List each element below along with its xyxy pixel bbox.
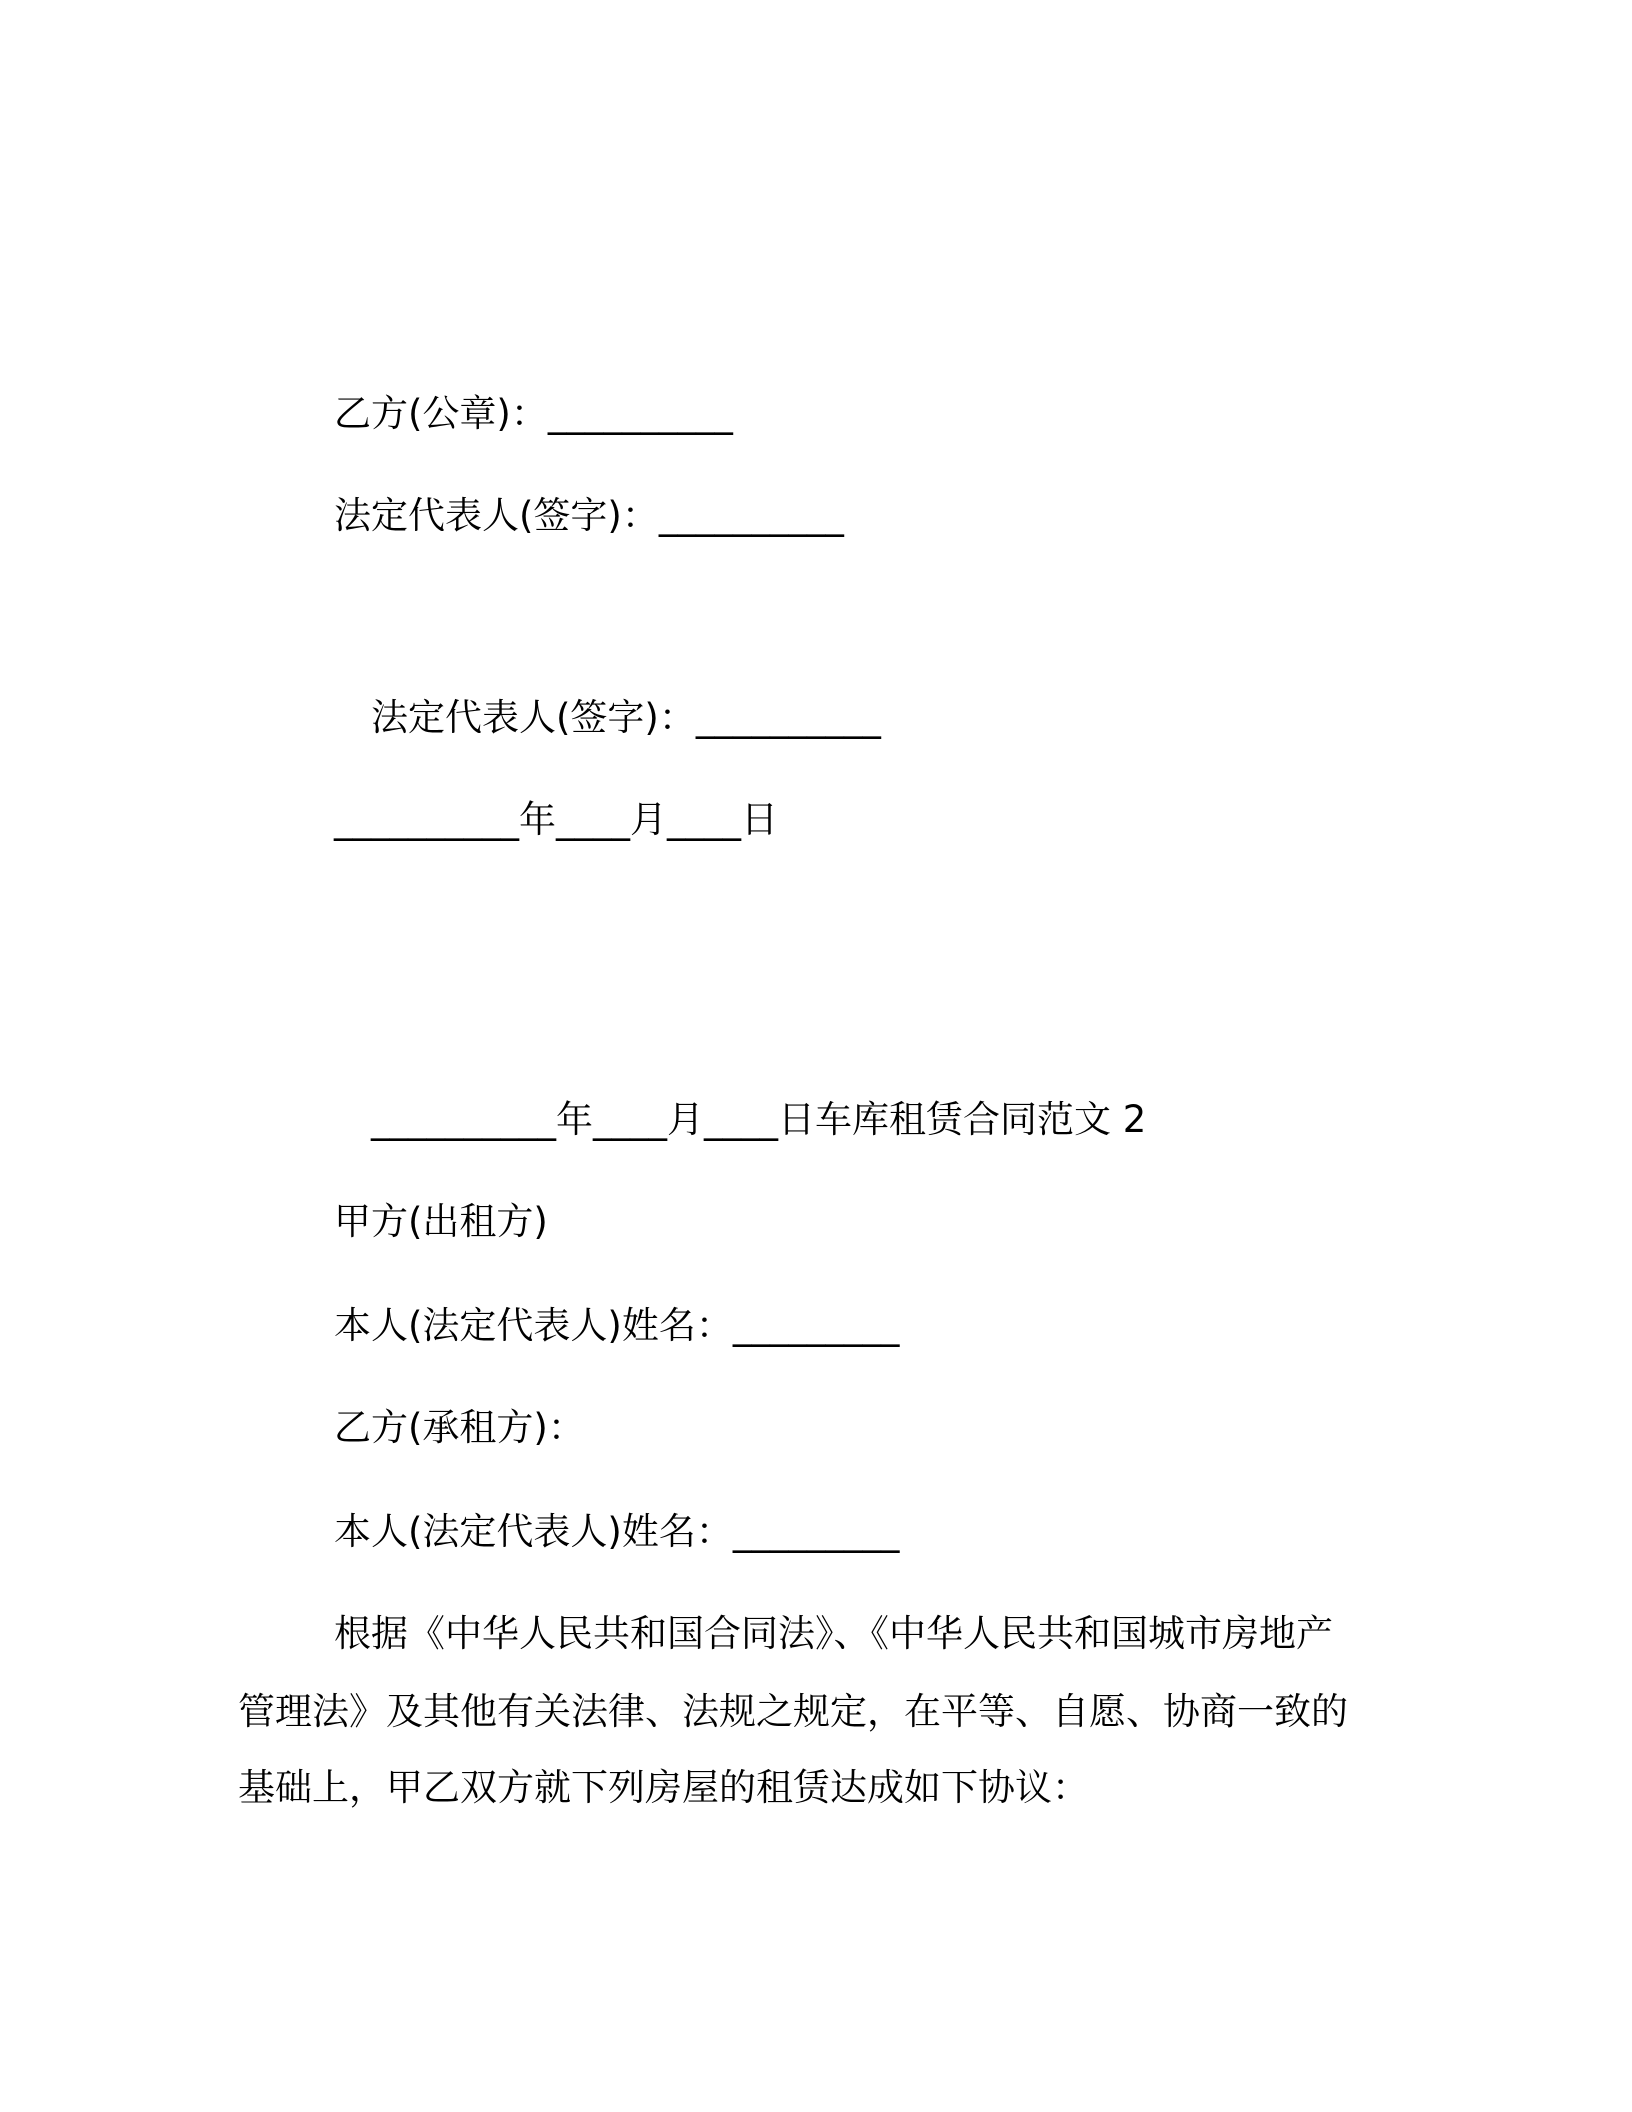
legal-rep-signature-line-2: 法定代表人(签字)：__________ xyxy=(371,696,881,739)
intro-paragraph-line: 管理法》及其他有关法律、法规之规定，在平等、自愿、协商一致的 xyxy=(238,1690,1348,1733)
party-b-seal-line: 乙方(公章)：__________ xyxy=(334,392,733,435)
contract-heading: __________年____月____日车库租赁合同范文 2 xyxy=(371,1098,1147,1141)
party-b-label: 乙方(承租方)： xyxy=(334,1406,585,1449)
party-a-label: 甲方(出租方) xyxy=(334,1200,548,1243)
party-b-name-line: 本人(法定代表人)姓名：_________ xyxy=(334,1510,900,1553)
legal-rep-signature-line-1: 法定代表人(签字)：__________ xyxy=(334,494,844,537)
signature-date-line: __________年____月____日 xyxy=(334,798,778,841)
intro-paragraph-line: 根据《中华人民共和国合同法》、《中华人民共和国城市房地产 xyxy=(334,1612,1333,1655)
party-a-name-line: 本人(法定代表人)姓名：_________ xyxy=(334,1304,900,1347)
intro-paragraph-line: 基础上，甲乙双方就下列房屋的租赁达成如下协议： xyxy=(238,1766,1089,1809)
